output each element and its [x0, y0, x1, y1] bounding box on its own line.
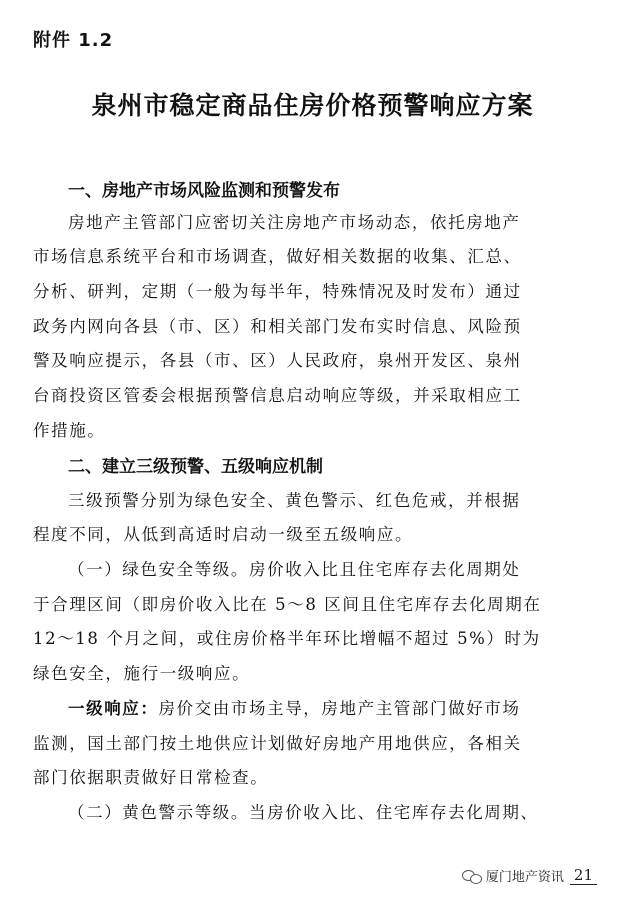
page-title: 泉州市稳定商品住房价格预警响应方案 — [91, 91, 534, 120]
section1-line: 台商投资区管委会根据预警信息启动响应等级，并采取相应工 — [33, 386, 522, 405]
green-level-line: 12～18 个月之间，或住房价格半年环比增幅不超过 5%）时为 — [33, 629, 541, 648]
section1-line: 作措施。 — [33, 421, 106, 440]
level1-response-line: 监测，国土部门按土地供应计划做好房地产用地供应，各相关 — [33, 734, 522, 753]
wechat-icon — [462, 869, 482, 883]
green-level-line: 绿色安全，施行一级响应。 — [33, 664, 251, 683]
footer-watermark — [462, 866, 597, 885]
section2-heading: 二、建立三级预警、五级响应机制 — [68, 457, 323, 477]
section2-intro-line: 三级预警分别为绿色安全、黄色警示、红色危戒，并根据 — [68, 491, 521, 510]
footer-source: 厦门地产资讯 — [485, 870, 564, 885]
page-number: 21 — [570, 866, 597, 885]
section1-line: 分析、研判，定期（一般为每半年，特殊情况及时发布）通过 — [33, 282, 522, 301]
section1-line: 市场信息系统平台和市场调查，做好相关数据的收集、汇总、 — [33, 247, 522, 266]
section1-line: 房地产主管部门应密切关注房地产市场动态，依托房地产 — [68, 213, 521, 232]
section2-intro-line: 程度不同，从低到高适时启动一级至五级响应。 — [33, 525, 414, 544]
level1-response-text: 房价交由市场主导，房地产主管部门做好市场 — [158, 699, 521, 718]
section1-heading: 一、房地产市场风险监测和预警发布 — [68, 181, 340, 201]
yellow-level-line: （二）黄色警示等级。当房价收入比、住宅库存去化周期、 — [68, 803, 539, 822]
section1-line: 警及响应提示，各县（市、区）人民政府，泉州开发区、泉州 — [33, 351, 522, 370]
annex-label: 附件 1.2 — [33, 30, 114, 51]
level1-response-line: 部门依据职责做好日常检查。 — [33, 768, 269, 787]
level1-response-line — [68, 695, 588, 719]
level1-response-label: 一级响应： — [68, 699, 159, 718]
green-level-line: 于合理区间（即房价收入比在 5～8 区间且住宅库存去化周期在 — [33, 595, 542, 614]
section1-line: 政务内网向各县（市、区）和相关部门发布实时信息、风险预 — [33, 317, 522, 336]
green-level-line: （一）绿色安全等级。房价收入比且住宅库存去化周期处 — [68, 560, 521, 579]
